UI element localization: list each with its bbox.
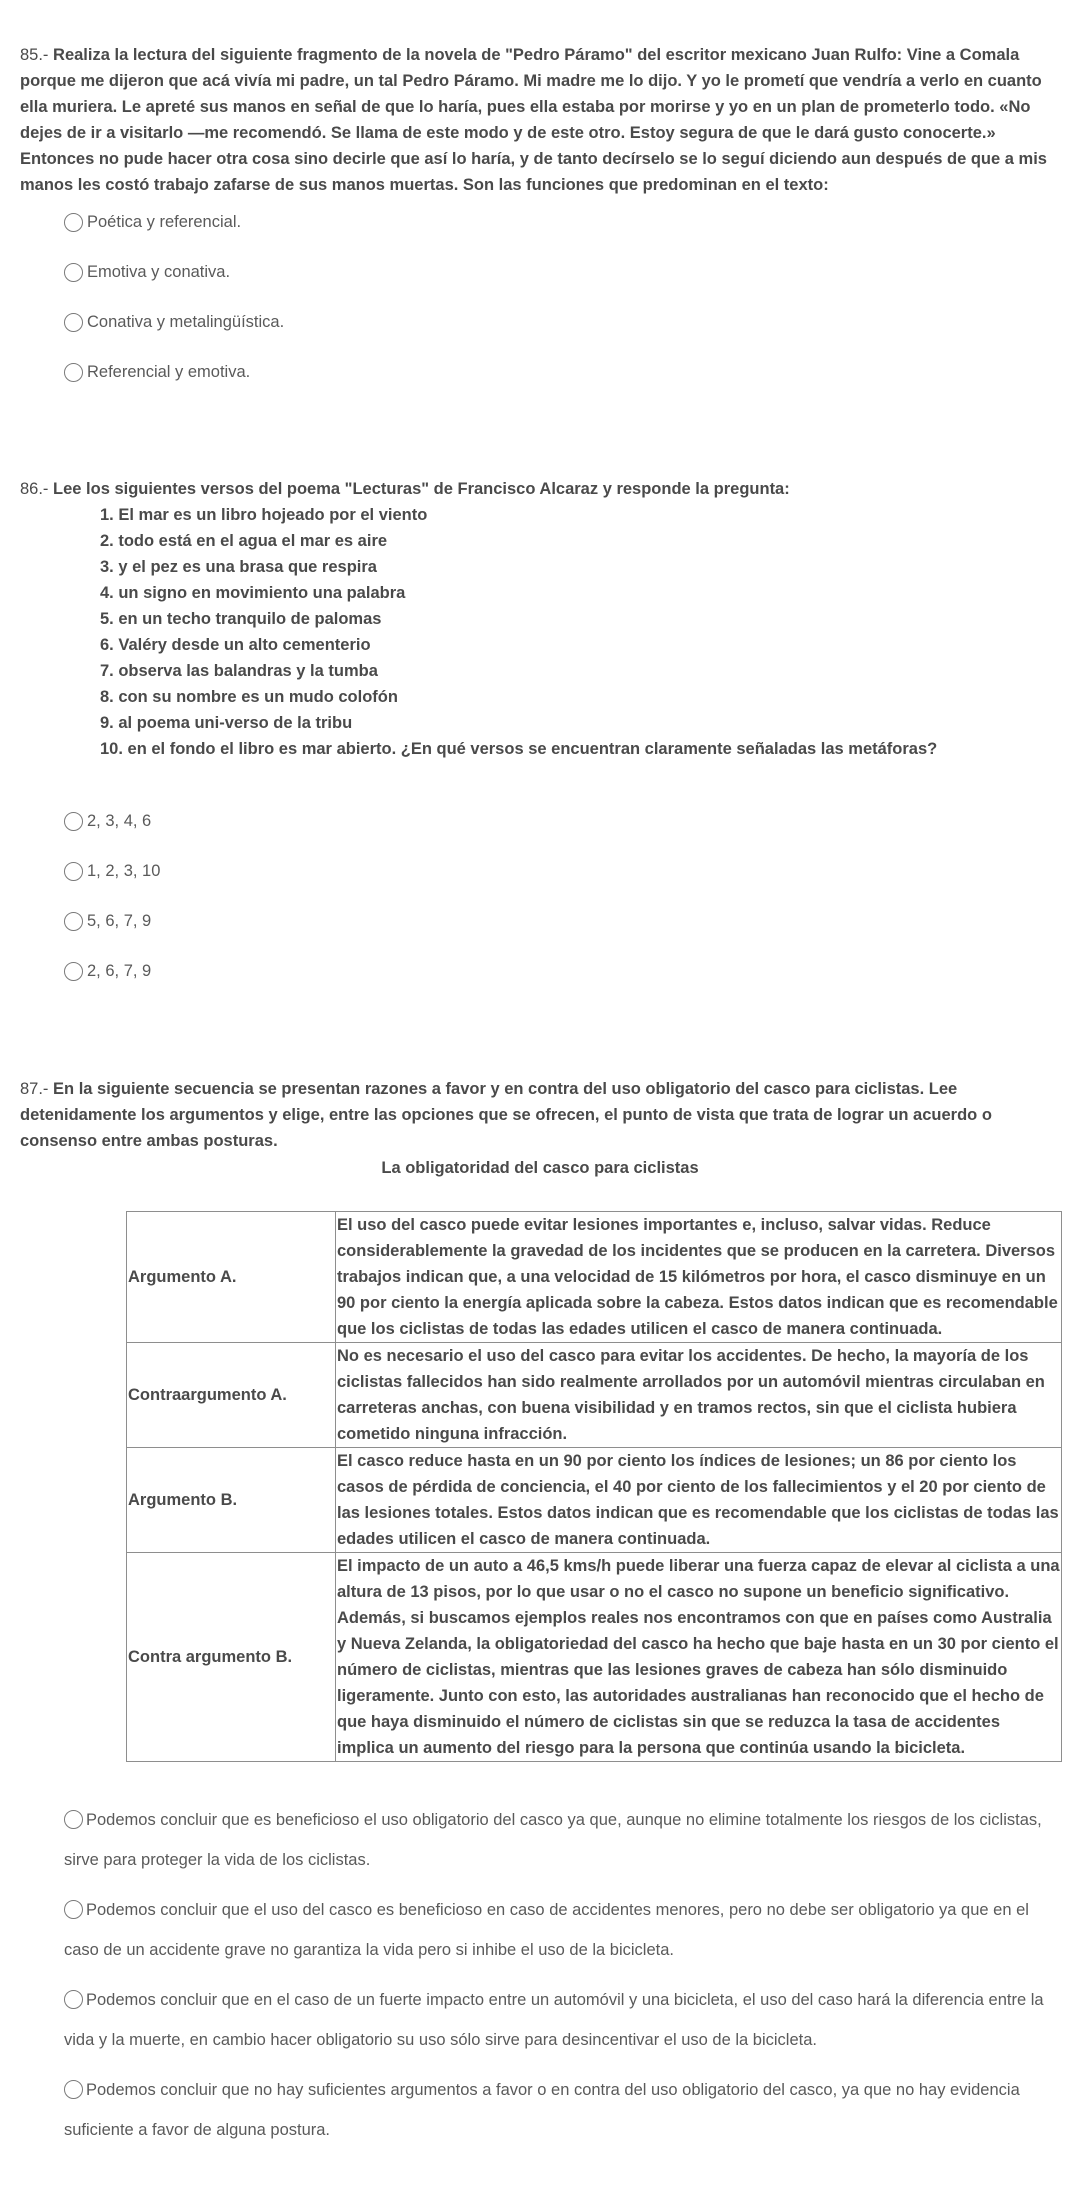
q85-options (64, 210, 1040, 384)
q85-option-4[interactable] (64, 360, 1040, 384)
option-label: Podemos concluir que es beneficioso el uso obligatorio del casco ya que, aunque no elimine totalmente los riesgos de los ciclistas, sirve para proteger la vida de los ciclistas. (64, 1811, 1042, 1869)
poem-verses (100, 502, 937, 762)
radio-button[interactable] (64, 1990, 83, 2009)
q85-option-2[interactable] (64, 260, 1040, 284)
question-86 (20, 476, 1060, 502)
q85-option-1[interactable] (64, 210, 1040, 234)
option-label: Podemos concluir que no hay suficientes argumentos a favor o en contra del uso obligatorio del casco, ya que no hay evidencia suficiente a favor de alguna postura. (64, 2081, 1020, 2139)
q87-option-3[interactable] (64, 1980, 1044, 2060)
option-label: 5, 6, 7, 9 (87, 911, 152, 930)
option-label: Poética y referencial. (87, 212, 242, 231)
question-number: 86.- (20, 480, 54, 498)
row-label: Contraargumento A. (127, 1343, 336, 1448)
row-text: El impacto de un auto a 46,5 kms/h puede liberar una fuerza capaz de elevar al ciclista a una altura de 13 pisos, por lo que usar o no el casco no supone un beneficio significativo. Además, si buscamos ejemplos reales nos encontramos con que en países como Australia y Nueva Zelanda, la obligatoriedad del casco ha hecho que baje hasta en un 30 por ciento el número de ciclistas, mientras que las lesiones graves de cabeza han sólo disminuido ligeramente. Junto con esto, las autoridades australianas han reconocido que el hecho de que haya disminuido el número de ciclistas sin que se reduzca la tasa de accidentes implica un aumento del riesgo para la persona que continúa usando la bicicleta. (336, 1553, 1062, 1762)
option-label: Referencial y emotiva. (87, 362, 251, 381)
radio-button[interactable] (64, 1810, 83, 1829)
question-text: En la siguiente secuencia se presentan razones a favor y en contra del uso obligatorio del casco para ciclistas. Lee detenidamente los argumentos y elige, entre las opciones que se ofrecen, el punto de vista que trata de lograr un acuerdo o consenso entre ambas posturas. (20, 1080, 992, 1150)
question-text: Lee los siguientes versos del poema "Lecturas" de Francisco Alcaraz y responde la pregunta: (53, 480, 790, 498)
option-label: Podemos concluir que en el caso de un fuerte impacto entre un automóvil y una bicicleta, el uso del caso hará la diferencia entre la vida y la muerte, en cambio hacer obligatorio su uso sólo sirve para desincentivar el uso de la bicicleta. (64, 1991, 1044, 2049)
q87-option-4[interactable] (64, 2070, 1044, 2150)
radio-button[interactable] (64, 2080, 83, 2099)
table-row (127, 1343, 1062, 1448)
verse-line: 2. todo está en el agua el mar es aire (100, 532, 388, 550)
option-label: 2, 3, 4, 6 (87, 811, 152, 830)
radio-button[interactable] (64, 213, 83, 232)
q85-option-3[interactable] (64, 310, 1040, 334)
table-row (127, 1553, 1062, 1762)
row-text: El casco reduce hasta en un 90 por ciento los índices de lesiones; un 86 por ciento los casos de pérdida de conciencia, el 40 por ciento de los fallecimientos y el 20 por ciento de las lesiones totales. Estos datos indican que es recomendable que los ciclistas de todas las edades utilicen el casco de manera continuada. (336, 1448, 1062, 1553)
verse-line: 1. El mar es un libro hojeado por el viento (100, 506, 428, 524)
verse-line: 7. observa las balandras y la tumba (100, 662, 378, 680)
verse-line: 3. y el pez es una brasa que respira (100, 558, 377, 576)
question-87 (20, 1076, 1060, 1154)
row-label: Argumento A. (127, 1212, 336, 1343)
row-text: No es necesario el uso del casco para evitar los accidentes. De hecho, la mayoría de los ciclistas fallecidos han sido realmente arrollados por un automóvil mientras circulaban en carreteras anchas, con buena visibilidad y en tramos rectos, sin que el ciclista hubiera cometido ninguna infracción. (336, 1343, 1062, 1448)
verse-line: 4. un signo en movimiento una palabra (100, 584, 406, 602)
radio-button[interactable] (64, 263, 83, 282)
q86-option-2[interactable] (64, 859, 1040, 883)
q87-option-1[interactable] (64, 1800, 1044, 1880)
question-number: 85.- (20, 46, 54, 64)
option-label: Podemos concluir que el uso del casco es beneficioso en caso de accidentes menores, pero no debe ser obligatorio ya que en el caso de un accidente grave no garantiza la vida pero si inhibe el uso de la bicicleta. (64, 1901, 1029, 1959)
radio-button[interactable] (64, 313, 83, 332)
table-row (127, 1448, 1062, 1553)
q86-option-3[interactable] (64, 909, 1040, 933)
verse-line: 5. en un techo tranquilo de palomas (100, 610, 382, 628)
verse-line: 6. Valéry desde un alto cementerio (100, 636, 371, 654)
arguments-table (126, 1211, 1062, 1762)
radio-button[interactable] (64, 962, 83, 981)
row-text: El uso del casco puede evitar lesiones importantes e, incluso, salvar vidas. Reduce considerablemente la gravedad de los incidentes que se producen en la carretera. Diversos trabajos indican que, a una velocidad de 15 kilómetros por hora, el casco disminuye en un 90 por ciento la energía aplicada sobre la cabeza. Estos datos indican que es recomendable que los ciclistas de todas las edades utilicen el casco de manera continuada. (336, 1212, 1062, 1343)
radio-button[interactable] (64, 1900, 83, 1919)
verse-line: 8. con su nombre es un mudo colofón (100, 688, 398, 706)
option-label: 2, 6, 7, 9 (87, 961, 152, 980)
option-label: 1, 2, 3, 10 (87, 861, 161, 880)
verse-line: 9. al poema uni-verso de la tribu (100, 714, 353, 732)
option-label: Emotiva y conativa. (87, 262, 231, 281)
q87-option-2[interactable] (64, 1890, 1044, 1970)
radio-button[interactable] (64, 862, 83, 881)
option-label: Conativa y metalingüística. (87, 312, 285, 331)
question-text: Realiza la lectura del siguiente fragmento de la novela de "Pedro Páramo" del escritor mexicano Juan Rulfo: Vine a Comala porque me dijeron que acá vivía mi padre, un tal Pedro Páramo. Mi madre me lo dijo. Y yo le prometí que vendría a verlo en cuanto ella muriera. Le apreté sus manos en señal de que lo haría, pues ella estaba por morirse y yo en un plan de prometerlo todo. «No dejes de ir a visitarlo —me recomendó. Se llama de este modo y de este otro. Estoy segura de que le dará gusto conocerte.» Entonces no pude hacer otra cosa sino decirle que así lo haría, y de tanto decírselo se lo seguí diciendo aun después de que a mis manos les costó trabajo zafarse de sus manos muertas. Son las funciones que predominan en el texto: (20, 46, 1047, 194)
question-85 (20, 42, 1060, 198)
table-row (127, 1212, 1062, 1343)
row-label: Argumento B. (127, 1448, 336, 1553)
q87-options (64, 1800, 1044, 2150)
q86-option-4[interactable] (64, 959, 1040, 983)
verse-line: 10. en el fondo el libro es mar abierto. ¿En qué versos se encuentran claramente señaladas las metáforas? (100, 740, 938, 758)
row-label: Contra argumento B. (127, 1553, 336, 1762)
radio-button[interactable] (64, 912, 83, 931)
radio-button[interactable] (64, 812, 83, 831)
radio-button[interactable] (64, 363, 83, 382)
q86-option-1[interactable] (64, 809, 1040, 833)
table-title: La obligatoridad del casco para ciclistas (381, 1159, 699, 1177)
q86-options (64, 809, 1040, 983)
question-number: 87.- (20, 1080, 54, 1098)
